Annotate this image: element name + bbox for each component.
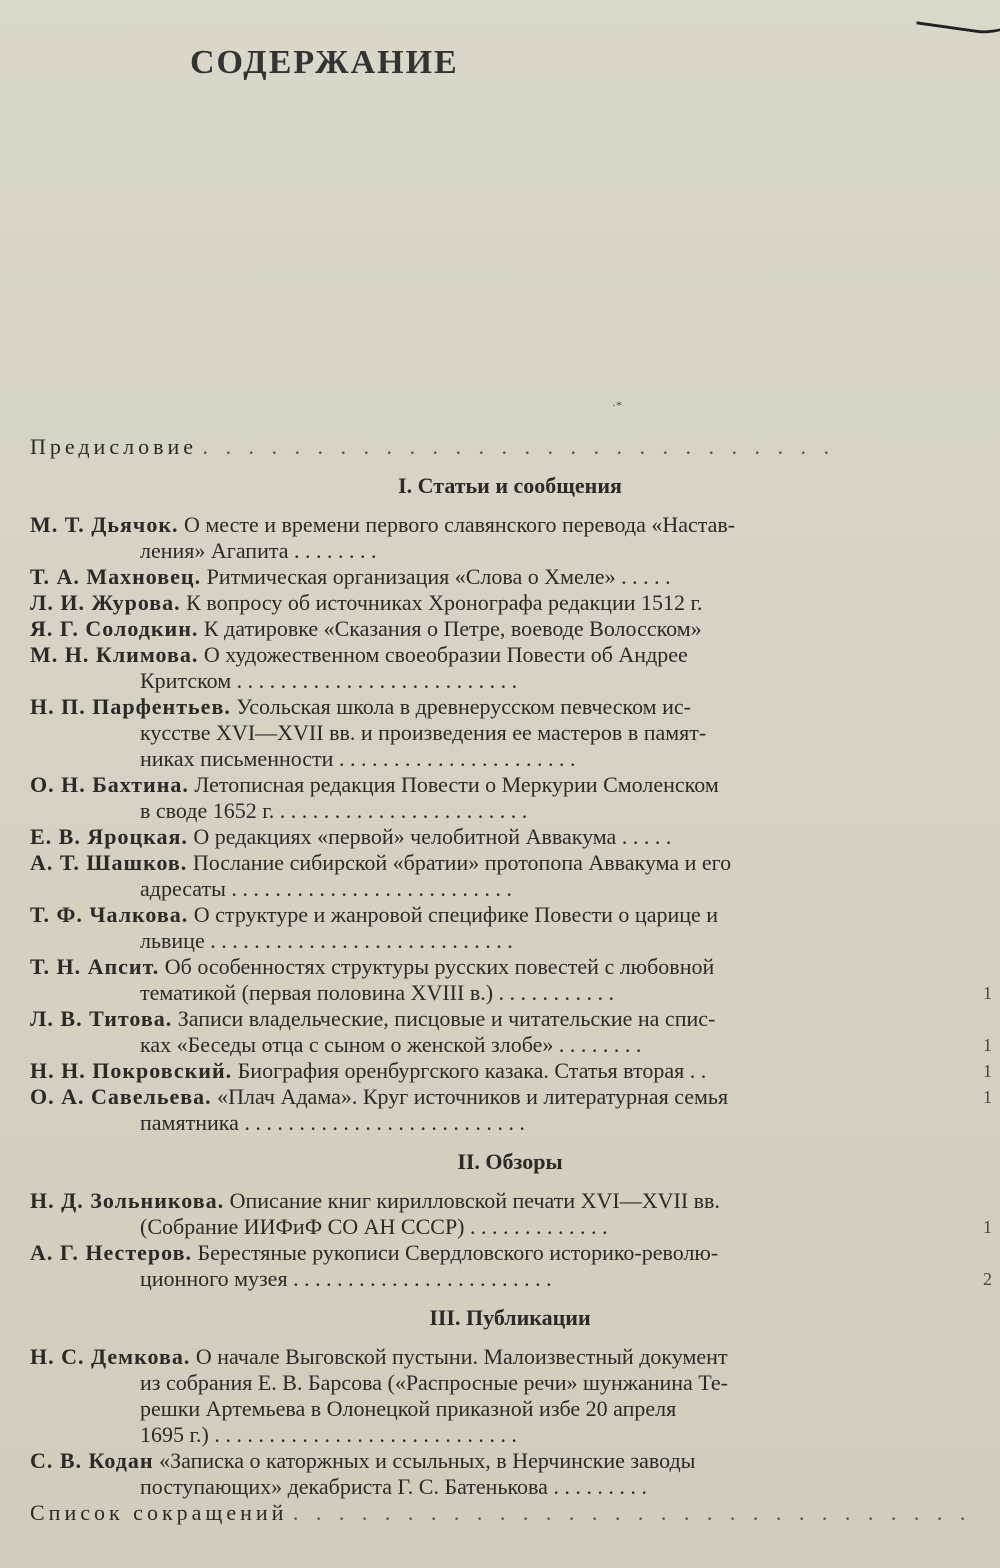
page-corner	[916, 0, 1000, 41]
toc-entry-line	[30, 1084, 990, 1110]
toc-entry	[30, 642, 990, 694]
entry-text: решки Артемьева в Олонецкой приказной избе 20 апреля	[140, 1396, 677, 1421]
entry-text: О месте и времени первого славянского перевода «Настав-	[178, 512, 736, 537]
entry-text: О художественном своеобразии Повести об Андрее	[198, 642, 688, 667]
entry-text: поступающих» декабриста Г. С. Батенькова . . . . . . . . .	[140, 1474, 647, 1499]
toc-entry	[30, 616, 990, 642]
toc-entry-line	[30, 850, 990, 876]
entry-text: Записи владельческие, писцовые и читательские на спис-	[172, 1006, 716, 1031]
toc-entry-line	[30, 798, 990, 824]
entry-author: Т. Ф. Чалкова.	[30, 902, 189, 927]
preface-dots: . . . . . . . . . . . . . . . . . . . . . . . . . . . .	[202, 434, 835, 459]
entry-author: Н. П. Парфентьев.	[30, 694, 231, 719]
entry-text: Биография оренбургского казака. Статья вторая . .	[232, 1058, 707, 1083]
toc-entry-line	[30, 668, 990, 694]
entry-text: Усольская школа в древнерусском певческом ис-	[230, 694, 691, 719]
entry-text: тематикой (первая половина XVIII в.) . . . . . . . . . . .	[140, 980, 615, 1005]
toc-entry-line	[30, 1474, 990, 1500]
entry-text: львице . . . . . . . . . . . . . . . . . . . . . . . . . . . .	[140, 928, 513, 953]
articles-list	[30, 512, 990, 1136]
entry-author: А. Г. Нестеров.	[30, 1240, 192, 1265]
page-title: СОДЕРЖАНИЕ	[190, 44, 459, 81]
reviews-list	[30, 1188, 990, 1292]
entry-text: «Записка о каторжных и ссыльных, в Нерчинские заводы	[153, 1448, 696, 1473]
toc-entry-line	[30, 876, 990, 902]
toc-entry-line	[30, 1448, 990, 1474]
toc-entry	[30, 512, 990, 564]
toc-entry-line	[30, 1396, 990, 1422]
entry-text: Об особенностях структуры русских повестей с любовной	[159, 954, 715, 979]
toc-entry-line	[30, 1344, 990, 1370]
entry-text: Описание книг кирилловской печати XVI—XVII вв.	[224, 1188, 720, 1213]
toc-entry	[30, 1188, 990, 1240]
toc-entry-line	[30, 1006, 990, 1032]
entry-author: М. Т. Дьячок.	[30, 512, 179, 537]
section-heading-articles: I. Статьи и сообщения	[398, 473, 622, 498]
page-number: 2	[983, 1269, 992, 1289]
preface-label: Предисловие	[30, 434, 197, 459]
section-heading-publications: III. Публикации	[429, 1305, 591, 1330]
entry-text: «Плач Адама». Круг источников и литературная семья	[211, 1084, 729, 1109]
print-speck: ·*	[612, 398, 622, 412]
toc-entry	[30, 1006, 990, 1058]
entry-author: Т. А. Махновец.	[30, 564, 202, 589]
entry-author: Н. С. Демкова.	[30, 1344, 191, 1369]
entry-text: Берестяные рукописи Свердловского историко-револю-	[191, 1240, 719, 1265]
toc-entry-line	[30, 746, 990, 772]
entry-author: Я. Г. Солодкин.	[30, 616, 199, 641]
toc-content	[30, 434, 990, 1526]
toc-entry-line	[30, 1240, 990, 1266]
page-number: 1	[983, 1061, 992, 1081]
toc-entry-line	[30, 928, 990, 954]
toc-entry-line	[30, 1110, 990, 1136]
entry-text: никах письменности . . . . . . . . . . . . . . . . . . . . . .	[140, 746, 576, 771]
entry-text: адресаты . . . . . . . . . . . . . . . . . . . . . . . . . .	[140, 876, 512, 901]
entry-text: (Собрание ИИФиФ СО АН СССР) . . . . . . . . . . . . .	[140, 1214, 608, 1239]
toc-entry-line	[30, 1058, 990, 1084]
entry-text: памятника . . . . . . . . . . . . . . . . . . . . . . . . . .	[140, 1110, 525, 1135]
toc-entry	[30, 902, 990, 954]
entry-author: О. А. Савельева.	[30, 1084, 212, 1109]
entry-author: Е. В. Яроцкая.	[30, 824, 188, 849]
toc-entry-line	[30, 980, 990, 1006]
entry-author: Л. В. Титова.	[30, 1006, 173, 1031]
entry-author: М. Н. Климова.	[30, 642, 199, 667]
entry-text: К датировке «Сказания о Петре, воеводе Волосском»	[198, 616, 702, 641]
toc-entry-line	[30, 1370, 990, 1396]
toc-entry-line	[30, 694, 990, 720]
toc-entry-line	[30, 512, 990, 538]
entry-text: 1695 г.) . . . . . . . . . . . . . . . . . . . . . . . . . . . .	[140, 1422, 517, 1447]
entry-text: в своде 1652 г. . . . . . . . . . . . . . . . . . . . . . . .	[140, 798, 528, 823]
entry-text: Ритмическая организация «Слова о Хмеле» . . . . .	[201, 564, 671, 589]
page-number: 1	[983, 1035, 992, 1055]
toc-entry-line	[30, 1188, 990, 1214]
toc-entry-line	[30, 590, 990, 616]
page-number: 1	[983, 1087, 992, 1107]
entry-text: О редакциях «первой» челобитной Аввакума . . . . .	[187, 824, 672, 849]
preface-entry	[30, 434, 990, 460]
entry-author: С. В. Кодан	[30, 1448, 154, 1473]
toc-entry	[30, 850, 990, 902]
toc-entry-line	[30, 564, 990, 590]
entry-text: ках «Беседы отца с сыном о женской злобе» . . . . . . . .	[140, 1032, 642, 1057]
toc-entry	[30, 824, 990, 850]
toc-entry-line	[30, 772, 990, 798]
section-heading-reviews: II. Обзоры	[457, 1149, 563, 1174]
entry-text: ционного музея . . . . . . . . . . . . . . . . . . . . . . . .	[140, 1266, 552, 1291]
toc-entry	[30, 1240, 990, 1292]
entry-author: А. Т. Шашков.	[30, 850, 188, 875]
toc-entry-line	[30, 642, 990, 668]
toc-entry-line	[30, 1266, 990, 1292]
entry-author: Л. И. Журова.	[30, 590, 181, 615]
toc-entry-line	[30, 824, 990, 850]
entry-text: ления» Агапита . . . . . . . .	[140, 538, 377, 563]
toc-entry	[30, 772, 990, 824]
toc-entry	[30, 564, 990, 590]
toc-entry-line	[30, 1032, 990, 1058]
toc-entry-line	[30, 1422, 990, 1448]
entry-author: Н. Д. Зольникова.	[30, 1188, 225, 1213]
entry-author: О. Н. Бахтина.	[30, 772, 189, 797]
entry-text: Послание сибирской «братии» протопопа Аввакума и его	[187, 850, 732, 875]
toc-entry	[30, 954, 990, 1006]
entry-author: Т. Н. Апсит.	[30, 954, 160, 979]
toc-entry-line	[30, 538, 990, 564]
abbreviations-dots: . . . . . . . . . . . . . . . . . . . . . . . . . . . . . .	[292, 1500, 972, 1525]
page-number: 1	[983, 1217, 992, 1237]
entry-text: кусстве XVI—XVII вв. и произведения ее мастеров в памят-	[140, 720, 707, 745]
toc-entry	[30, 1084, 990, 1136]
entry-text: Критском . . . . . . . . . . . . . . . . . . . . . . . . . .	[140, 668, 518, 693]
abbreviations-entry	[30, 1500, 990, 1526]
entry-text: Летописная редакция Повести о Меркурии Смоленском	[188, 772, 719, 797]
toc-entry-line	[30, 1214, 990, 1240]
entry-text: из собрания Е. В. Барсова («Распросные речи» шунжанина Те-	[140, 1370, 728, 1395]
abbreviations-label: Список сокращений	[30, 1500, 288, 1525]
page-number: 1	[983, 983, 992, 1003]
entry-author: Н. Н. Покровский.	[30, 1058, 233, 1083]
publications-list	[30, 1344, 990, 1500]
toc-entry-line	[30, 954, 990, 980]
toc-entry	[30, 1058, 990, 1084]
toc-entry-line	[30, 616, 990, 642]
toc-entry	[30, 1448, 990, 1500]
toc-entry	[30, 694, 990, 772]
entry-text: О структуре и жанровой специфике Повести о царице и	[188, 902, 719, 927]
toc-entry	[30, 1344, 990, 1448]
entry-text: О начале Выговской пустыни. Малоизвестный документ	[190, 1344, 728, 1369]
toc-entry-line	[30, 902, 990, 928]
toc-entry	[30, 590, 990, 616]
entry-text: К вопросу об источниках Хронографа редакции 1512 г.	[180, 590, 703, 615]
toc-entry-line	[30, 720, 990, 746]
